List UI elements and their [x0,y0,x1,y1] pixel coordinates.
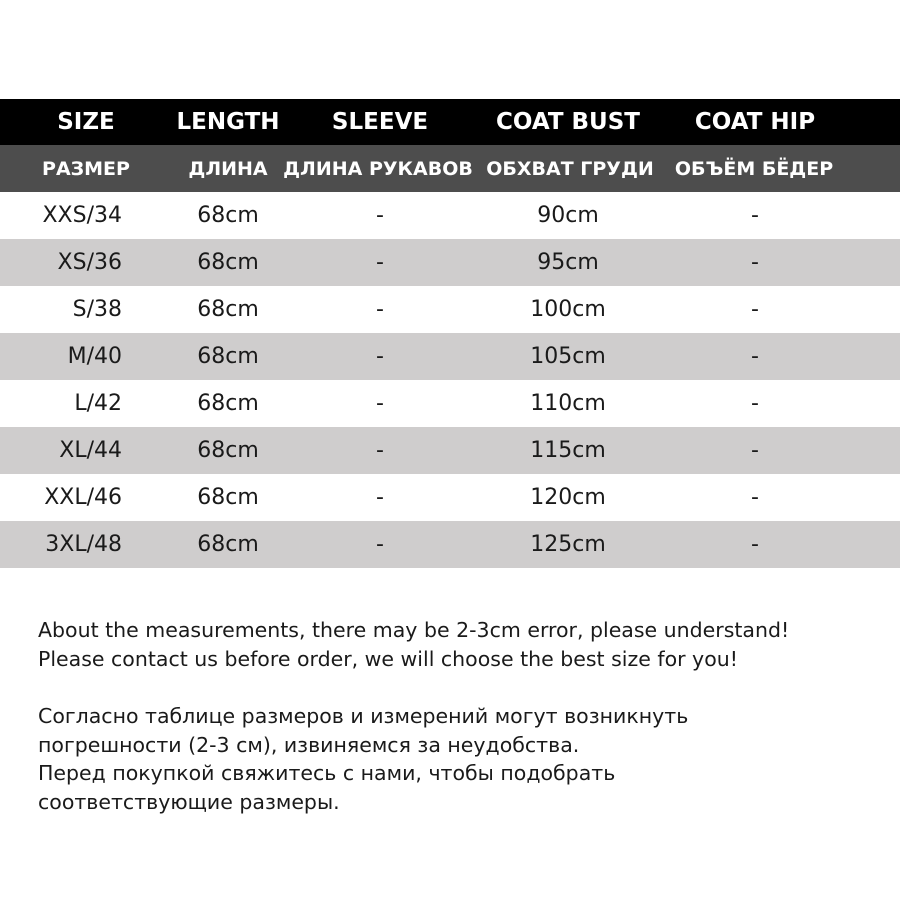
note-line: погрешности (2-3 см), извиняемся за неудобства. [38,732,580,757]
cell-sleeve: - [376,297,384,322]
cell-sleeve: - [376,438,384,463]
cell-coat-bust: 110cm [530,391,606,416]
cell-sleeve: - [376,532,384,557]
table-row [0,380,900,427]
header-razmer: РАЗМЕР [42,157,130,180]
cell-size: 3XL/48 [45,532,122,557]
header-coat-bust: COAT BUST [496,109,640,135]
header-obyom-beder: ОБЪЁМ БЁДЕР [674,157,834,180]
cell-coat-bust: 95cm [537,250,599,275]
cell-sleeve: - [376,250,384,275]
cell-coat-bust: 120cm [530,485,606,510]
cell-size: XXL/46 [44,485,122,510]
cell-coat-hip: - [751,250,759,275]
note-line: About the measurements, there may be 2-3cm error, please understand! [38,618,790,642]
cell-coat-hip: - [751,391,759,416]
cell-coat-bust: 115cm [530,438,606,463]
table-row [0,521,900,568]
cell-sleeve: - [376,344,384,369]
table-row [0,333,900,380]
header-dlina: ДЛИНА [188,157,268,180]
note-line: Согласно таблице размеров и измерений могут возникнуть [38,704,689,728]
measurement-notes-english [38,616,878,673]
cell-sleeve: - [376,485,384,510]
note-line: соответствующие размеры. [38,789,340,814]
note-line: Перед покупкой свяжитесь с нами, чтобы подобрать [38,761,616,785]
cell-size: S/38 [72,297,122,322]
cell-length: 68cm [197,203,259,228]
table-row [0,286,900,333]
note-line: Please contact us before order, we will choose the best size for you! [38,646,738,671]
cell-length: 68cm [197,344,259,369]
table-row [0,474,900,521]
cell-length: 68cm [197,532,259,557]
cell-length: 68cm [197,438,259,463]
cell-coat-bust: 125cm [530,532,606,557]
cell-coat-bust: 105cm [530,344,606,369]
cell-size: L/42 [74,391,122,416]
header-coat-hip: COAT HIP [694,109,816,135]
cell-size: M/40 [67,344,122,369]
cell-coat-bust: 90cm [537,203,599,228]
cell-size: XS/36 [57,250,122,275]
cell-coat-hip: - [751,203,759,228]
cell-coat-hip: - [751,438,759,463]
table-row [0,192,900,239]
cell-sleeve: - [376,203,384,228]
header-obkhvat-grudi: ОБХВАТ ГРУДИ [486,157,654,180]
cell-coat-hip: - [751,485,759,510]
cell-length: 68cm [197,297,259,322]
cell-length: 68cm [197,391,259,416]
header-row-english [0,99,900,145]
cell-size: XL/44 [59,438,122,463]
table-row [0,239,900,286]
cell-size: XXS/34 [42,203,122,228]
cell-sleeve: - [376,391,384,416]
size-chart-table [0,99,900,568]
cell-length: 68cm [197,250,259,275]
header-size: SIZE [57,109,115,135]
cell-coat-hip: - [751,344,759,369]
header-sleeve: SLEEVE [331,109,429,135]
cell-coat-bust: 100cm [530,297,606,322]
table-row [0,427,900,474]
header-dlina-rukavov: ДЛИНА РУКАВОВ [283,157,473,180]
measurement-notes-russian [38,702,878,816]
header-length: LENGTH [176,109,280,135]
cell-length: 68cm [197,485,259,510]
header-row-russian [0,145,900,192]
cell-coat-hip: - [751,532,759,557]
cell-coat-hip: - [751,297,759,322]
